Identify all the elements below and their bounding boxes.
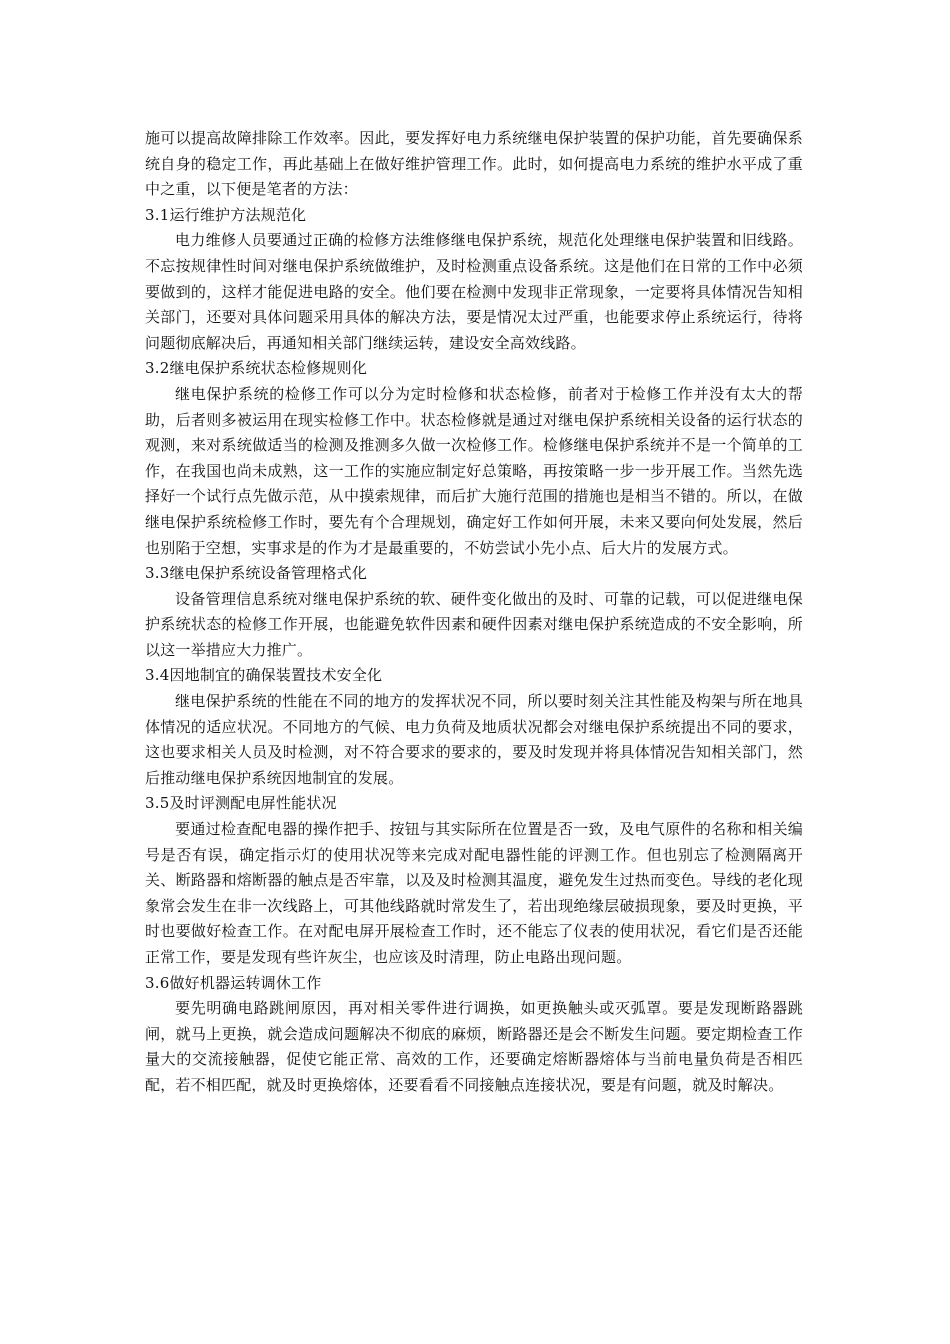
section-paragraph: 继电保护系统的检修工作可以分为定时检修和状态检修，前者对于检修工作并没有太大的帮助，后者则多被运用在现实检修工作中。状态检修就是通过对继电保护系统相关设备的运行状态的观测，来对系统做适当的检测及推测多久做一次检修工作。检修继电保护系统并不是一个简单的工作，在我国也尚未成熟，这一工作的实施应制定好总策略，再按策略一步一步开展工作。当然先选择好一个试行点先做示范，从中摸索规律，而后扩大施行范围的措施也是相当不错的。所以，在做继电保护系统检修工作时，要先有个合理规划，确定好工作如何开展，未来又要向何处发展，然后也别陷于空想，实事求是的作为才是最重要的，不妨尝试小先小点、后大片的发展方式。: [145, 384, 803, 557]
section-paragraph: 要先明确电路跳闸原因，再对相关零件进行调换，如更换触头或灭弧罩。要是发现断路器跳闸，就马上更换，就会造成问题解决不彻底的麻烦，断路器还是会不断发生问题。要定期检查工作量大的交流接触器，促使它能正常、高效的工作，还要确定熔断器熔体与当前电量负荷是否相匹配，若不相匹配，就及时更换熔体，还要看看不同接触点连接状况，要是有问题，就及时解决。: [145, 999, 803, 1094]
document-body: [145, 126, 803, 1099]
section-3-1: [145, 203, 803, 357]
section-heading: 3.4因地制宜的确保装置技术安全化: [145, 666, 383, 685]
section-3-3: [145, 561, 803, 663]
section-paragraph: 要通过检查配电器的操作把手、按钮与其实际所在位置是否一致，及电气原件的名称和相关编号是否有误，确定指示灯的使用状况等来完成对配电器性能的评测工作。但也别忘了检测隔离开关、断路器和熔断器的触点是否牢靠，以及及时检测其温度，避免发生过热而变色。导线的老化现象常会发生在非一次线路上，可其他线路就时常发生了，若出现绝缘层破损现象，要及时更换，平时也要做好检查工作。在对配电屏开展检查工作时，还不能忘了仪表的使用状况，看它们是否还能正常工作，要是发现有些许灰尘，也应该及时清理，防止电路出现问题。: [145, 820, 803, 966]
section-paragraph: 继电保护系统的性能在不同的地方的发挥状况不同，所以要时刻关注其性能及构架与所在地具体情况的适应状况。不同地方的气候、电力负荷及地质状况都会对继电保护系统提出不同的要求，这也要求相关人员及时检测，对不符合要求的要求的，要及时发现并将具体情况告知相关部门，然后推动继电保护系统因地制宜的发展。: [145, 692, 803, 787]
section-paragraph: 电力维修人员要通过正确的检修方法维修继电保护系统，规范化处理继电保护装置和旧线路。不忘按规律性时间对继电保护系统做维护，及时检测重点设备系统。这是他们在日常的工作中必须要做到的，这样才能促进电路的安全。他们要在检测中发现非正常现象，一定要将具体情况告知相关部门，还要对具体问题采用具体的解决方法，要是情况太过严重，也能要求停止系统运行，待将问题彻底解决后，再通知相关部门继续运转，建设安全高效线路。: [145, 231, 803, 352]
section-heading: 3.3继电保护系统设备管理格式化: [145, 564, 368, 583]
section-heading: 3.6做好机器运转调休工作: [145, 973, 322, 992]
section-3-2: [145, 356, 803, 561]
section-3-4: [145, 663, 803, 791]
section-heading: 3.1运行维护方法规范化: [145, 205, 307, 224]
section-3-5: [145, 791, 803, 970]
section-3-6: [145, 971, 803, 1099]
section-paragraph: 设备管理信息系统对继电保护系统的软、硬件变化做出的及时、可靠的记载，可以促进继电保护系统状态的检修工作开展，也能避免软件因素和硬件因素对继电保护系统造成的不安全影响，所以这一举措应大力推广。: [145, 589, 803, 659]
section-heading: 3.2继电保护系统状态检修规则化: [145, 359, 368, 378]
intro-paragraph: 施可以提高故障排除工作效率。因此，要发挥好电力系统继电保护装置的保护功能，首先要确保系统自身的稳定工作，再此基础上在做好维护管理工作。此时，如何提高电力系统的维护水平成了重中之重，以下便是笔者的方法：: [145, 129, 803, 199]
section-heading: 3.5及时评测配电屏性能状况: [145, 794, 337, 813]
